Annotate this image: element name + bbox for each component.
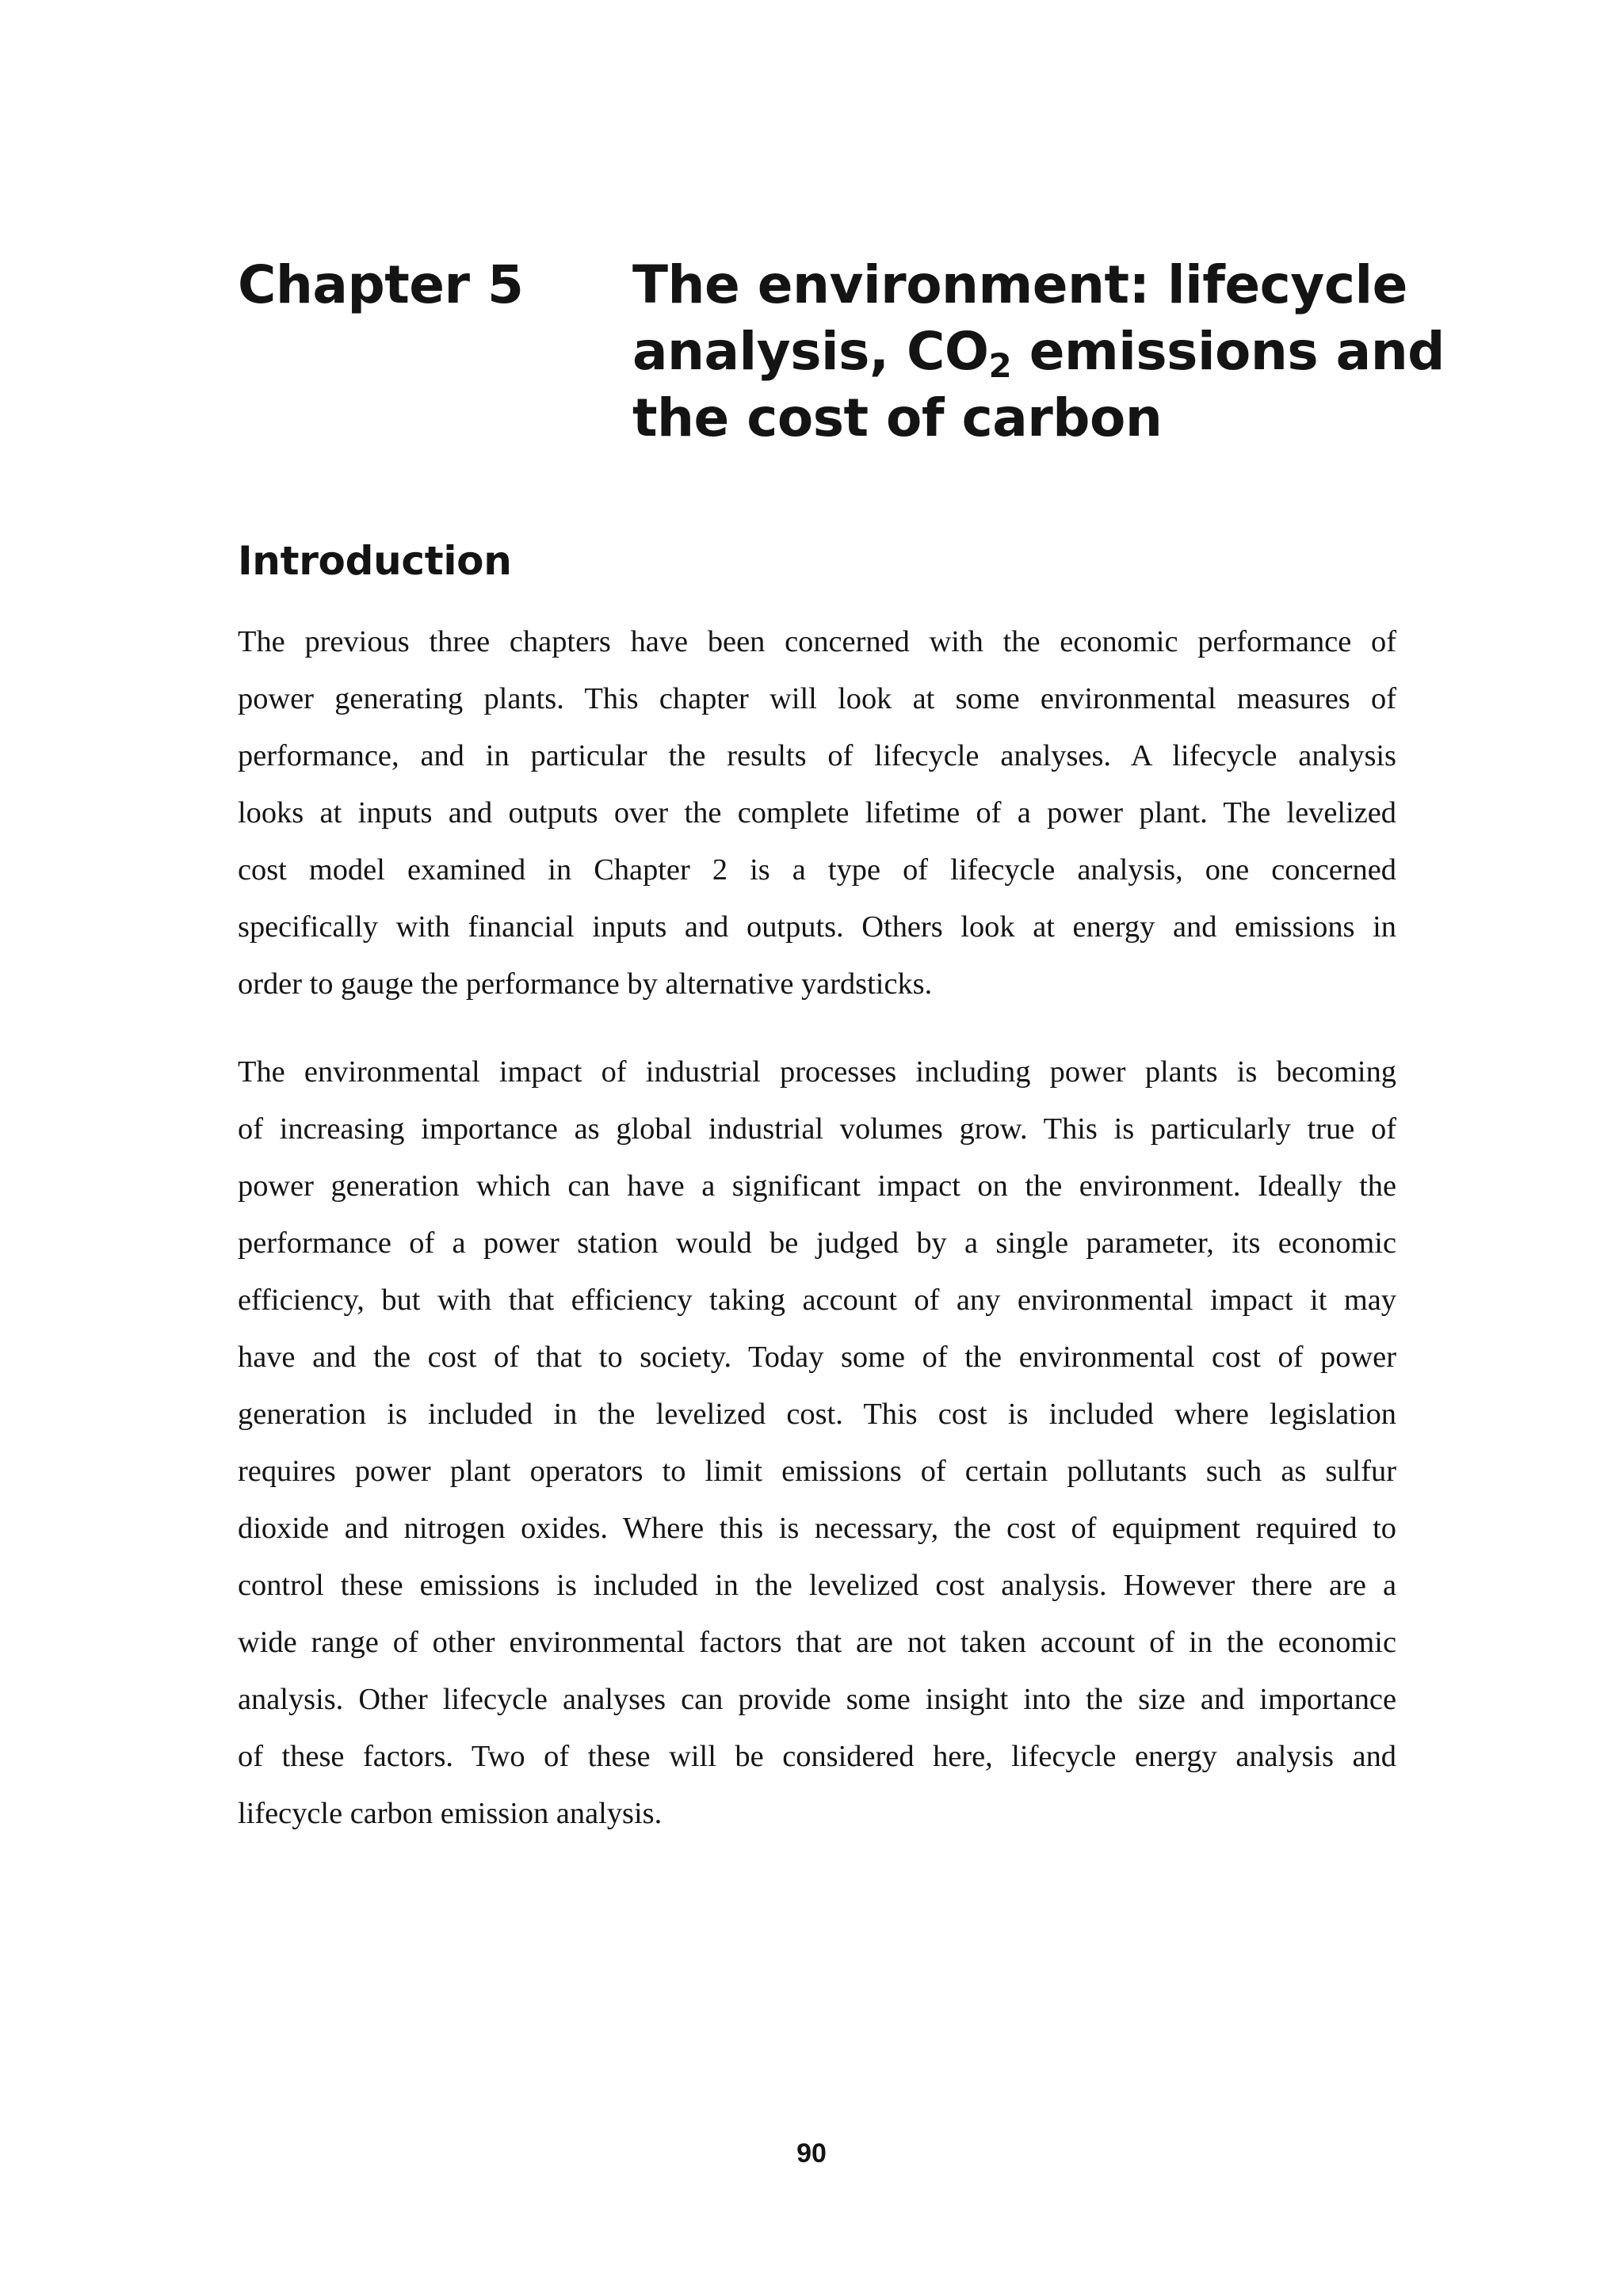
chapter-title [632, 252, 1445, 452]
page-number: 90 [796, 2138, 827, 2168]
paragraph-line: of these factors. Two of these will be considered here, lifecycle energy analysis and [238, 1740, 1396, 1773]
paragraph-line: have and the cost of that to society. Today some of the environmental cost of power [238, 1341, 1396, 1374]
paragraph-line: efficiency, but with that efficiency taking account of any environmental impact it may [238, 1283, 1396, 1317]
chapter-label: Chapter 5 [238, 254, 524, 315]
chapter-title-line-3: the cost of carbon [632, 387, 1163, 448]
chapter-title-subscript: 2 [988, 346, 1012, 385]
paragraph-line: The environmental impact of industrial processes including power plants is becoming [238, 1055, 1396, 1089]
paragraph-line: wide range of other environmental factors that are not taken account of in the economic [238, 1626, 1396, 1659]
paragraph-line: specifically with financial inputs and outputs. Others look at energy and emissions in [238, 910, 1396, 944]
chapter-title-line-2-post: emissions and [1011, 321, 1445, 382]
paragraph-line: performance, and in particular the results of lifecycle analyses. A lifecycle analysis [238, 739, 1396, 772]
chapter-title-line-2-pre: analysis, CO [632, 321, 989, 382]
paragraph-line: performance of a power station would be judged by a single parameter, its economic [238, 1226, 1396, 1260]
paragraph-line: generation is included in the levelized cost. This cost is included where legislation [238, 1398, 1396, 1431]
paragraph-line: The previous three chapters have been concerned with the economic performance of [238, 625, 1396, 658]
paragraph-line: looks at inputs and outputs over the complete lifetime of a power plant. The levelized [238, 796, 1396, 830]
paragraph-line: control these emissions is included in the levelized cost analysis. However there are a [238, 1569, 1396, 1602]
paragraph-line: power generation which can have a significant impact on the environment. Ideally the [238, 1169, 1396, 1203]
paragraph-line: cost model examined in Chapter 2 is a type of lifecycle analysis, one concerned [238, 853, 1396, 887]
paragraph-line: order to gauge the performance by alternative yardsticks. [238, 967, 933, 1001]
paragraph-line: of increasing importance as global industrial volumes grow. This is particularly true of [238, 1112, 1396, 1146]
paragraph-line: power generating plants. This chapter will look at some environmental measures of [238, 682, 1396, 715]
section-heading: Introduction [238, 538, 512, 584]
chapter-title-line-2 [632, 318, 1445, 385]
chapter-title-line-1: The environment: lifecycle [632, 254, 1407, 315]
paragraph-line: analysis. Other lifecycle analyses can provide some insight into the size and importance [238, 1683, 1396, 1716]
paragraph-line: dioxide and nitrogen oxides. Where this is necessary, the cost of equipment required to [238, 1512, 1396, 1545]
paragraph-line: requires power plant operators to limit emissions of certain pollutants such as sulfur [238, 1455, 1396, 1488]
paragraph-line: lifecycle carbon emission analysis. [238, 1797, 663, 1830]
intro-paragraph-2 [238, 1043, 1396, 1842]
intro-paragraph-1 [238, 613, 1396, 1013]
